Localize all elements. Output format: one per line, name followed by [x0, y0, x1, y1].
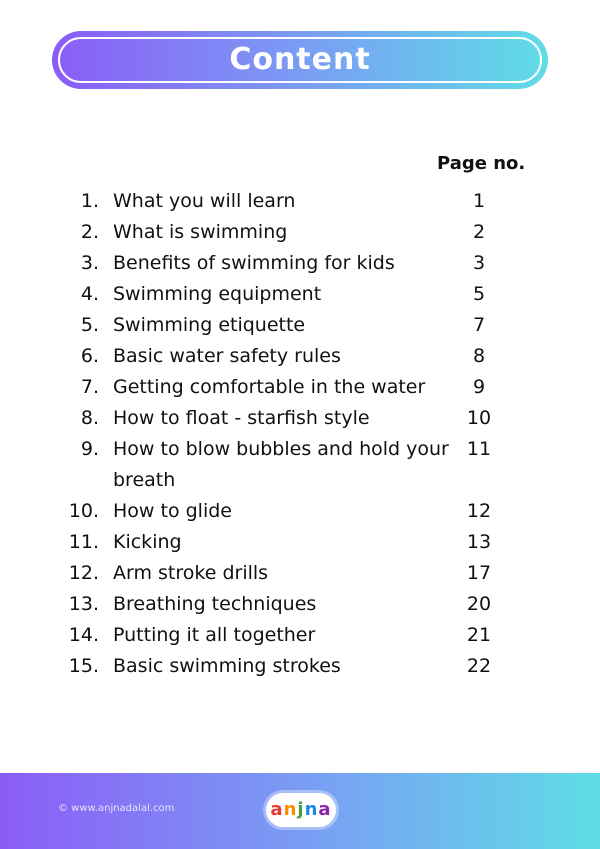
- toc-item-title: How to glide: [113, 500, 232, 522]
- toc-item: [0, 651, 600, 682]
- toc-item-number: 15.: [68, 655, 99, 677]
- toc-item-title: Basic swimming strokes: [113, 655, 341, 677]
- toc-item: [0, 341, 600, 372]
- toc-item: [0, 279, 600, 310]
- toc-item-number: 4.: [80, 283, 99, 305]
- toc-item-page: 22: [466, 655, 492, 677]
- toc-item-page: 1: [472, 190, 486, 212]
- toc-item-title: Kicking: [113, 531, 182, 553]
- toc-item: [0, 558, 600, 589]
- toc-item-page: 9: [472, 376, 486, 398]
- toc-item: [0, 589, 600, 620]
- toc-item-title: Benefits of swimming for kids: [113, 252, 395, 274]
- logo-letter: n: [304, 799, 319, 820]
- toc-item: [0, 620, 600, 651]
- toc-item-title: What you will learn: [113, 190, 296, 212]
- toc-item-number: 12.: [68, 562, 99, 584]
- toc-item-number: 6.: [80, 345, 99, 367]
- toc-item-number: 11.: [68, 531, 99, 553]
- toc-item: [0, 496, 600, 527]
- toc-item-page: 5: [472, 283, 486, 305]
- toc-item-title: Swimming equipment: [113, 283, 322, 305]
- table-of-contents: [0, 186, 600, 682]
- copyright-text[interactable]: © www.anjnadalal.com: [58, 803, 175, 814]
- toc-item: [0, 217, 600, 248]
- toc-item: [0, 186, 600, 217]
- toc-item-page: 17: [466, 562, 492, 584]
- toc-item-title: Getting comfortable in the water: [113, 376, 426, 398]
- toc-item-page: 12: [466, 500, 492, 522]
- toc-item: [0, 310, 600, 341]
- toc-item-number: 7.: [80, 376, 99, 398]
- toc-item-title: Breathing techniques: [113, 593, 317, 615]
- toc-item-title: How to float - starfish style: [113, 407, 370, 429]
- page-title: Content: [229, 42, 371, 77]
- toc-item-number: 10.: [68, 500, 99, 522]
- toc-item-number: 1.: [80, 190, 99, 212]
- toc-item: [0, 372, 600, 403]
- toc-item-title: How to blow bubbles and hold your breath: [113, 438, 449, 491]
- toc-item-number: 3.: [80, 252, 99, 274]
- toc-item-title: What is swimming: [113, 221, 288, 243]
- toc-item: [0, 527, 600, 558]
- toc-item-page: 11: [466, 438, 492, 460]
- toc-item-page: 20: [466, 593, 492, 615]
- toc-item-number: 2.: [80, 221, 99, 243]
- toc-item-page: 8: [472, 345, 486, 367]
- toc-item: [0, 248, 600, 279]
- toc-item-title: Swimming etiquette: [113, 314, 306, 336]
- logo-letter: n: [283, 799, 298, 820]
- logo-letter: j: [297, 799, 305, 820]
- toc-item-number: 8.: [80, 407, 99, 429]
- page-number-column-header: Page no.: [437, 153, 526, 174]
- toc-item-page: 3: [472, 252, 486, 274]
- toc-item: [0, 403, 600, 434]
- toc-item-title: Basic water safety rules: [113, 345, 341, 367]
- toc-item: [0, 434, 600, 496]
- anjna-logo: [266, 793, 336, 827]
- toc-item-page: 2: [472, 221, 486, 243]
- toc-item-page: 21: [466, 624, 492, 646]
- toc-item-page: 10: [466, 407, 492, 429]
- toc-item-title: Arm stroke drills: [113, 562, 269, 584]
- title-banner: [52, 31, 548, 89]
- toc-item-number: 14.: [68, 624, 99, 646]
- toc-item-number: 9.: [80, 438, 99, 460]
- toc-item-page: 13: [466, 531, 492, 553]
- toc-item-page: 7: [472, 314, 486, 336]
- logo-letter: a: [318, 799, 332, 820]
- toc-item-title: Putting it all together: [113, 624, 316, 646]
- footer-banner: [0, 773, 600, 849]
- toc-item-number: 13.: [68, 593, 99, 615]
- logo-letter: a: [270, 799, 284, 820]
- toc-item-number: 5.: [80, 314, 99, 336]
